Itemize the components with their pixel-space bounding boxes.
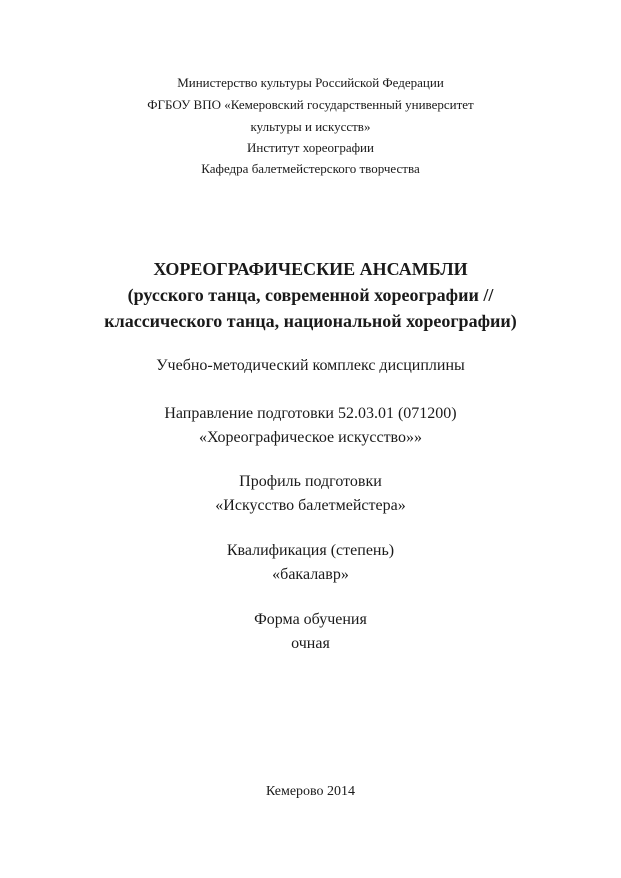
document-type: Учебно-методический комплекс дисциплины — [156, 357, 465, 374]
title-subline-2: классического танца, национальной хореографии) — [104, 311, 517, 331]
direction-label: Направление подготовки 52.03.01 (071200) — [164, 405, 457, 422]
title-subline-1: (русского танца, современной хореографии // — [127, 285, 494, 305]
city-year: Кемерово 2014 — [265, 784, 356, 799]
ministry-line: Министерство культуры Российской Федерации — [177, 75, 444, 90]
profile-label: Профиль подготовки — [239, 473, 382, 490]
university-line-1: ФГБОУ ВПО «Кемеровский государственный университет — [147, 97, 474, 112]
department-line: Кафедра балетмейстерского творчества — [201, 161, 420, 176]
institute-line: Институт хореографии — [247, 140, 374, 155]
university-line-2: культуры и искусств» — [250, 119, 371, 134]
qualification-label: Квалификация (степень) — [226, 542, 395, 559]
page-title: ХОРЕОГРАФИЧЕСКИЕ АНСАМБЛИ — [153, 259, 468, 279]
qualification-value: «бакалавр» — [272, 566, 349, 583]
study-form-label: Форма обучения — [254, 611, 367, 628]
direction-value: «Хореографическое искусство»» — [199, 429, 422, 446]
study-form-value: очная — [291, 635, 330, 652]
profile-value: «Искусство балетмейстера» — [215, 497, 406, 514]
